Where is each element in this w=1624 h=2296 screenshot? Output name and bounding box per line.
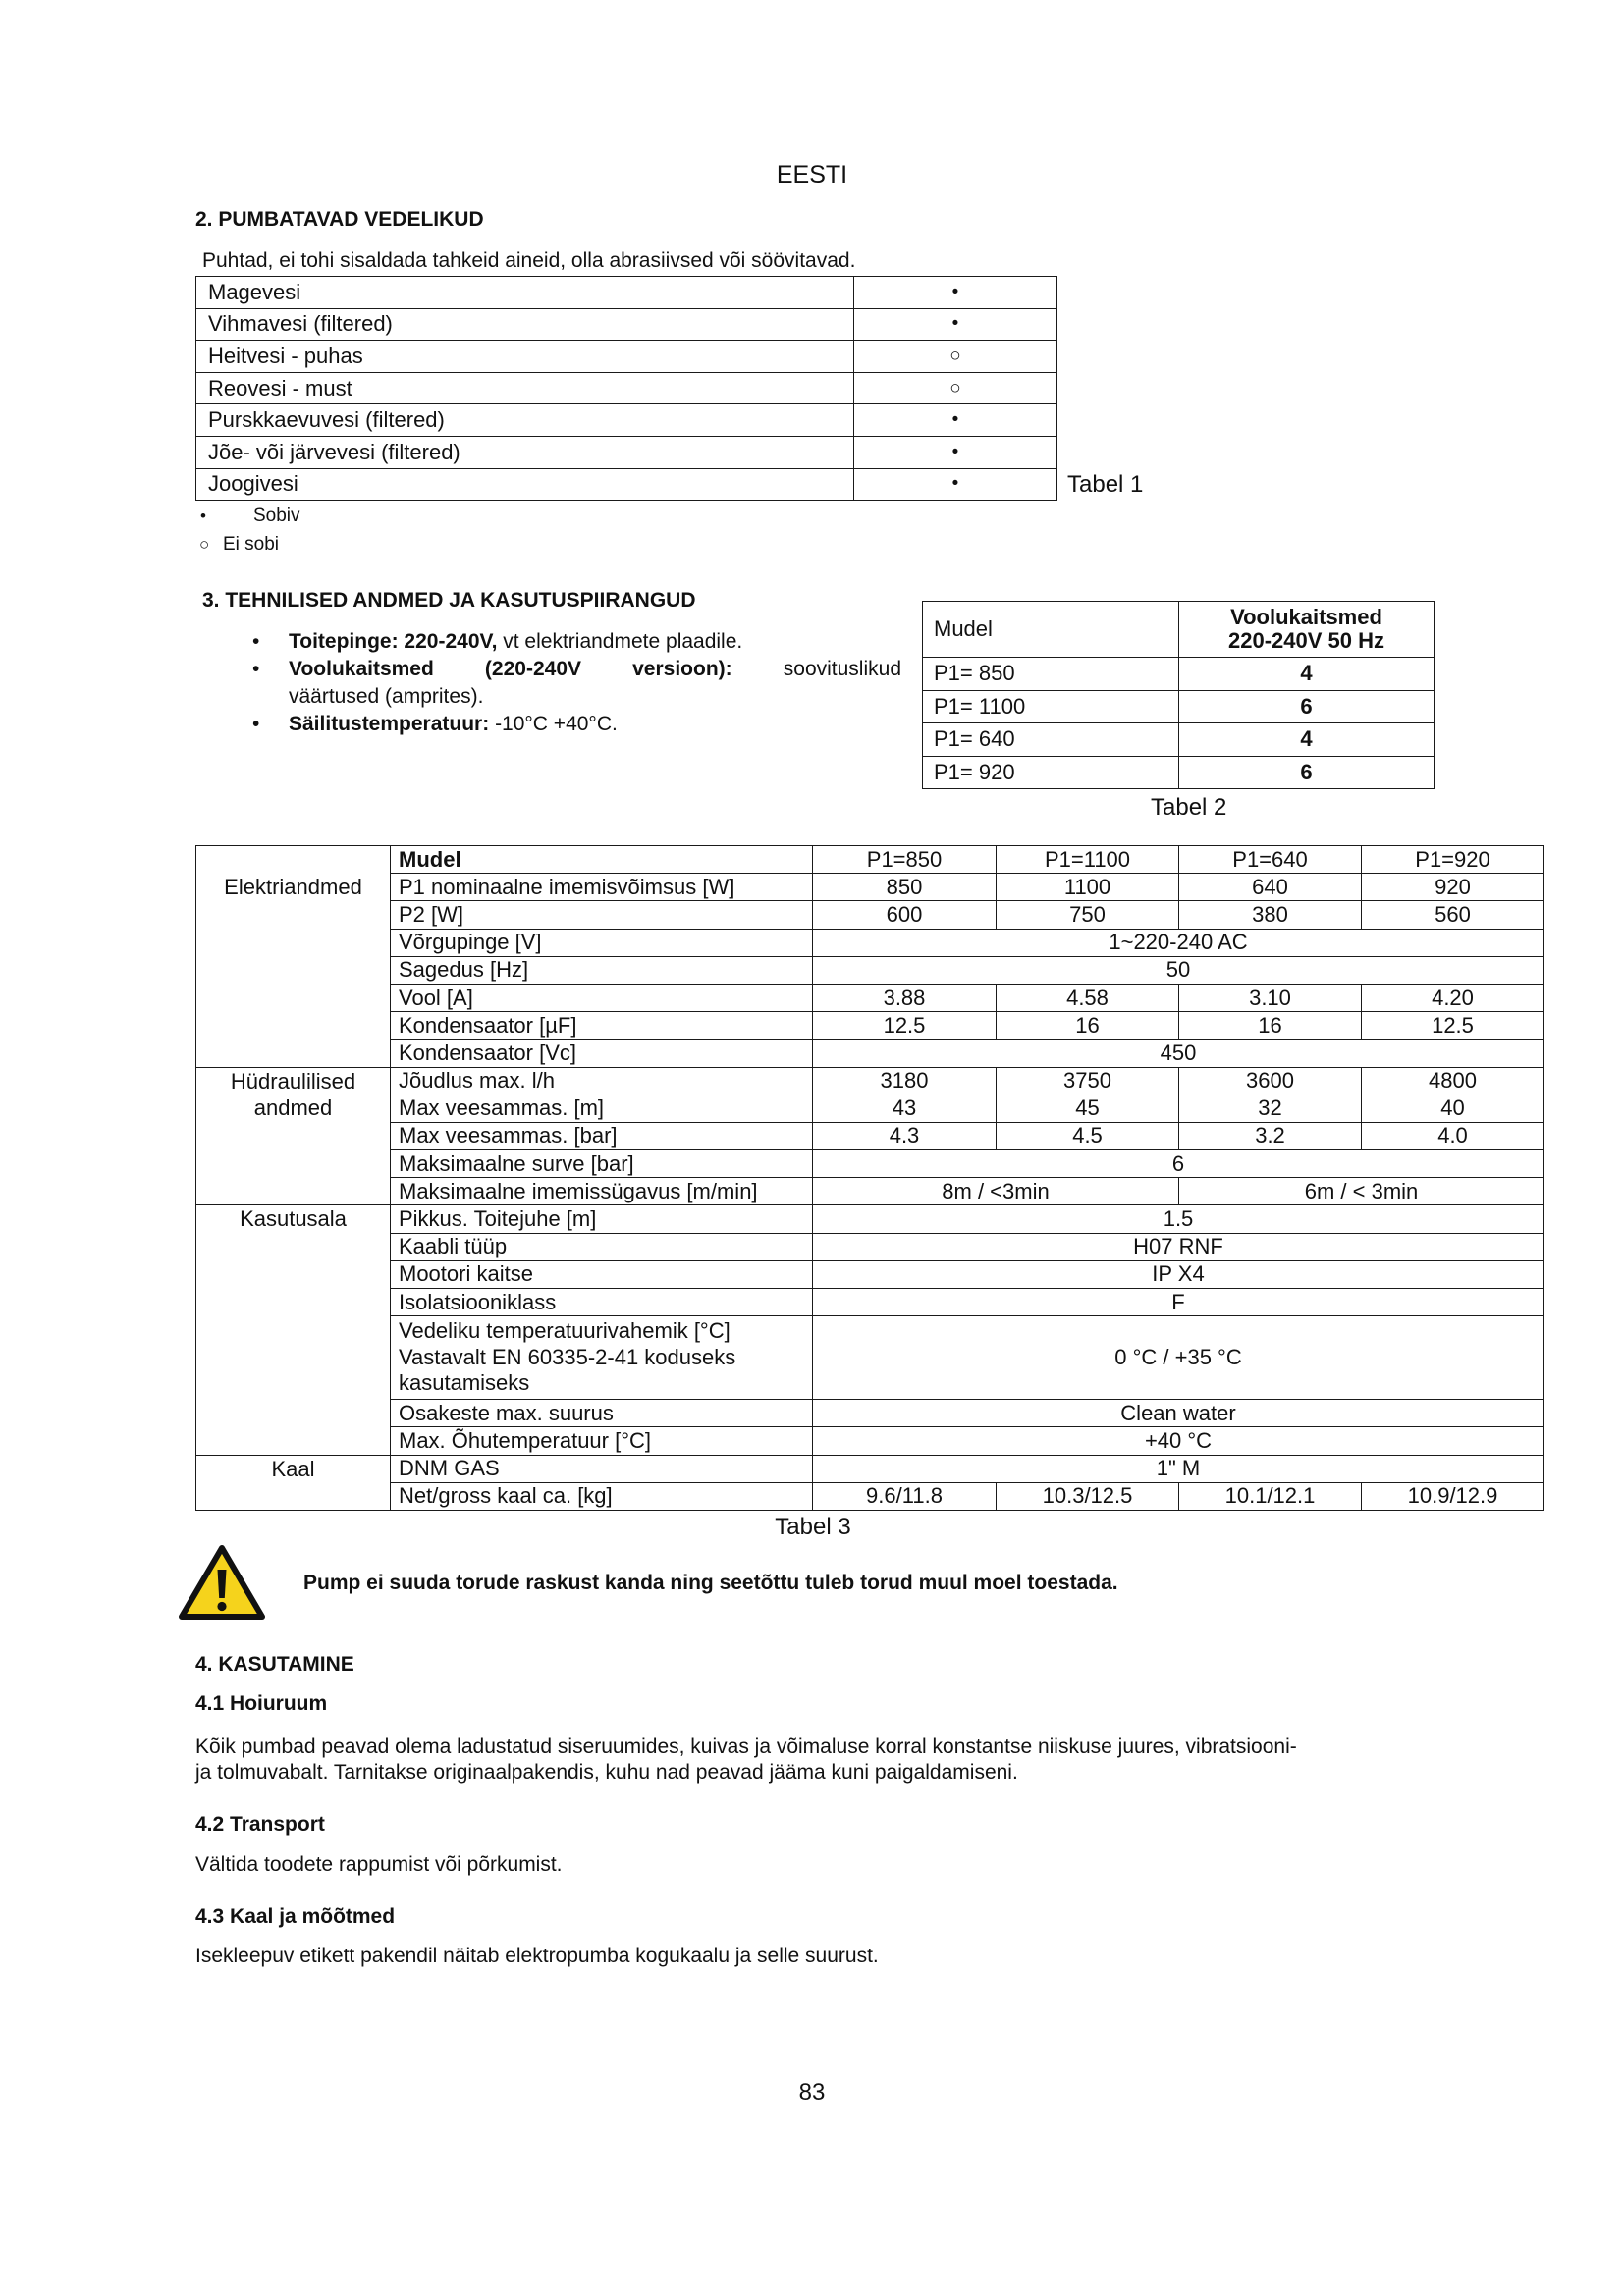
fuse-cell: 6 [1179,690,1435,723]
bullet-label: Voolukaitsmed (220-240V versioon): [289,658,732,680]
group-label-usage: Kasutusala [196,1205,391,1455]
model-header-label: Mudel [391,846,813,874]
table-row [196,1316,1544,1400]
table-row [196,1067,1544,1095]
suitability-mark: • [854,436,1057,468]
spec-value: H07 RNF [813,1233,1544,1260]
suitability-mark: • [854,308,1057,341]
spec-value: 3.2 [1179,1122,1362,1149]
spec-label: Võrgupinge [V] [391,929,813,956]
table-row [196,277,1057,309]
page-number: 83 [798,2079,826,2106]
table-row [923,690,1435,723]
suitability-mark: ○ [854,341,1057,373]
spec-value: 600 [813,901,997,929]
model-column-header: P1=920 [1362,846,1544,874]
liquid-name: Magevesi [196,277,854,309]
table-row [923,723,1435,757]
subsection-heading-storage: 4.1 Hoiuruum [195,1692,328,1715]
spec-label: Mootori kaitse [391,1260,813,1288]
spec-value: 32 [1179,1095,1362,1122]
bullet-icon: • [252,658,260,680]
spec-label: Kaabli tüüp [391,1233,813,1260]
liquid-name: Vihmavesi (filtered) [196,308,854,341]
liquid-name: Purskkaevuvesi (filtered) [196,404,854,437]
spec-label: Vool [A] [391,984,813,1011]
suitability-mark: • [854,277,1057,309]
bullet-text [289,711,901,738]
table-row [196,308,1057,341]
bullet-icon: • [252,713,260,735]
model-cell: P1= 1100 [923,690,1179,723]
fuse-header-line: Voolukaitsmed [1230,605,1382,629]
table-row [196,341,1057,373]
spec-label: Max. Õhutemperatuur [°C] [391,1427,813,1455]
fuse-cell: 6 [1179,756,1435,789]
table-row [196,1178,1544,1205]
table-row [196,1233,1544,1260]
group-label-electrical: Elektriandmed [196,874,391,1067]
table-row [196,1289,1544,1316]
model-cell: P1= 920 [923,756,1179,789]
model-column-header: P1=850 [813,846,997,874]
warning-icon [178,1543,266,1622]
spec-label: P2 [W] [391,901,813,929]
spec-value: Clean water [813,1400,1544,1427]
group-label-hydraulic: Hüdraulilised andmed [196,1067,391,1205]
spec-value: 4.5 [997,1122,1179,1149]
bullet-label: Säilitustemperatuur: [289,713,490,735]
technical-bullets [250,628,918,738]
page-language-header: EESTI [776,161,848,188]
table-header-row [923,602,1435,658]
model-cell: P1= 640 [923,723,1179,757]
spec-label: DNM GAS [391,1455,813,1482]
table-row [196,929,1544,956]
suitability-mark: • [854,468,1057,501]
group-header-empty-cell [196,846,391,874]
spec-label: Max veesammas. [bar] [391,1122,813,1149]
table-row [196,874,1544,901]
section-3-heading: 3. TEHNILISED ANDMED JA KASUTUSPIIRANGUD [202,589,696,612]
spec-value: 10.1/12.1 [1179,1482,1362,1510]
bullet-line: väärtused (amprites). [289,685,484,708]
bullet-item [250,711,918,738]
model-column-header: P1=640 [1179,846,1362,874]
spec-value: 43 [813,1095,997,1122]
bullet-value: -10°C +40°C. [495,713,618,735]
spec-value: 1~220-240 AC [813,929,1544,956]
paragraph-line: Kõik pumbad peavad olema ladustatud siseruumides, kuivas ja võimaluse korral konstantse niiskuse juures, vibratsiooni- [195,1735,1297,1758]
spec-value: 1.5 [813,1205,1544,1233]
bullet-value: vt elektriandmete plaadile. [503,630,743,653]
spec-label: Osakeste max. suurus [391,1400,813,1427]
spec-label: Isolatsiooniklass [391,1289,813,1316]
spec-value: 12.5 [813,1012,997,1040]
table-row [196,1122,1544,1149]
suitability-mark: ○ [854,372,1057,404]
spec-label: P1 nominaalne imemisvõimsus [W] [391,874,813,901]
legend-unsuitable-text: Ei sobi [223,534,280,555]
table-row [196,1012,1544,1040]
subsection-heading-transport: 4.2 Transport [195,1813,325,1836]
table-row [196,956,1544,984]
model-cell: P1= 850 [923,658,1179,691]
spec-value: 380 [1179,901,1362,929]
spec-value: 4.58 [997,984,1179,1011]
table-row [923,658,1435,691]
table-row [196,984,1544,1011]
table-row [196,436,1057,468]
table-row [196,901,1544,929]
table-header-row [196,846,1544,874]
spec-value: 45 [997,1095,1179,1122]
table-row [196,372,1057,404]
spec-value: 560 [1362,901,1544,929]
section-2-heading: 2. PUMBATAVAD VEDELIKUD [195,208,484,231]
spec-value: 10.9/12.9 [1362,1482,1544,1510]
spec-value: 1" M [813,1455,1544,1482]
spec-value: F [813,1289,1544,1316]
model-header: Mudel [923,602,1179,658]
paragraph-line: Vältida toodete rappumist või põrkumist. [195,1853,563,1876]
spec-value: 750 [997,901,1179,929]
liquid-name: Jõe- või järvevesi (filtered) [196,436,854,468]
bullet-value: soovituslikud [783,658,901,680]
spec-value: 640 [1179,874,1362,901]
spec-value: IP X4 [813,1260,1544,1288]
liquids-table [195,276,1057,501]
spec-label-line: Vastavalt EN 60335-2-41 koduseks [399,1344,736,1369]
table-row [196,1455,1544,1482]
bullet-item [250,628,918,656]
warning-text: Pump ei suuda torude raskust kanda ning seetõttu tuleb torud muul moel toestada. [303,1572,1118,1594]
table-row [196,1205,1544,1233]
liquid-name: Joogivesi [196,468,854,501]
spec-value: 40 [1362,1095,1544,1122]
table-3-caption: Tabel 3 [775,1514,851,1540]
spec-value: 1100 [997,874,1179,901]
table-row [923,756,1435,789]
spec-value: 4800 [1362,1067,1544,1095]
spec-label: Kondensaator [µF] [391,1012,813,1040]
spec-label: Max veesammas. [m] [391,1095,813,1122]
section-2-intro: Puhtad, ei tohi sisaldada tahkeid aineid, olla abrasiivsed või söövitavad. [202,249,856,272]
bullet-text [289,628,901,656]
spec-value: 920 [1362,874,1544,901]
spec-label: Kondensaator [Vc] [391,1040,813,1067]
bullet-line [289,656,901,683]
spec-value: 6 [813,1150,1544,1178]
spec-label [391,1316,813,1400]
table-row [196,1040,1544,1067]
spec-value: 4.0 [1362,1122,1544,1149]
fuse-header-line: 220-240V 50 Hz [1228,628,1384,653]
spec-value: 3600 [1179,1067,1362,1095]
table-row [196,1482,1544,1510]
bullet-label: Toitepinge: 220-240V, [289,630,498,653]
spec-value: 4.3 [813,1122,997,1149]
subsection-heading-weight-dimensions: 4.3 Kaal ja mõõtmed [195,1905,396,1928]
bullet-text [289,656,901,711]
spec-value: 4.20 [1362,984,1544,1011]
spec-value: 50 [813,956,1544,984]
table-row [196,1400,1544,1427]
spec-value: 3.88 [813,984,997,1011]
spec-value: 8m / <3min [813,1178,1179,1205]
spec-value: 450 [813,1040,1544,1067]
group-label-weight: Kaal [196,1455,391,1510]
suitability-mark: • [854,404,1057,437]
table-row [196,1260,1544,1288]
spec-label: Sagedus [Hz] [391,956,813,984]
table-row [196,1150,1544,1178]
spec-value: 850 [813,874,997,901]
spec-label: Maksimaalne imemissügavus [m/min] [391,1178,813,1205]
spec-value: +40 °C [813,1427,1544,1455]
table-row [196,468,1057,501]
bullet-icon: • [252,630,260,653]
model-column-header: P1=1100 [997,846,1179,874]
table-2-caption: Tabel 2 [1151,794,1227,821]
fuse-table [922,601,1435,789]
bullet-item [250,656,918,711]
spec-value: 3180 [813,1067,997,1095]
spec-label: Maksimaalne surve [bar] [391,1150,813,1178]
spec-value: 3.10 [1179,984,1362,1011]
legend-suitable-symbol: • [200,507,206,525]
spec-label-line: kasutamiseks [399,1370,530,1396]
table-row [196,1427,1544,1455]
paragraph-line: ja tolmuvabalt. Tarnitakse originaalpakendis, kuhu nad peavad jääma kuni paigaldamiseni. [195,1761,1018,1784]
legend-suitable-text: Sobiv [253,506,300,526]
liquid-name: Reovesi - must [196,372,854,404]
section-4-heading: 4. KASUTAMINE [195,1653,354,1676]
spec-label-line: Vedeliku temperatuurivahemik [°C] [399,1318,731,1344]
fuse-header [1179,602,1435,658]
spec-value: 10.3/12.5 [997,1482,1179,1510]
spec-value: 16 [997,1012,1179,1040]
fuse-cell: 4 [1179,723,1435,757]
spec-value: 16 [1179,1012,1362,1040]
spec-value: 0 °C / +35 °C [813,1316,1544,1400]
spec-value: 9.6/11.8 [813,1482,997,1510]
liquid-name: Heitvesi - puhas [196,341,854,373]
technical-data-table [195,845,1544,1511]
table-row [196,404,1057,437]
table-1-caption: Tabel 1 [1067,471,1144,498]
spec-label: Pikkus. Toitejuhe [m] [391,1205,813,1233]
spec-value: 12.5 [1362,1012,1544,1040]
legend-unsuitable-symbol: ○ [199,535,210,554]
spec-value: 6m / < 3min [1179,1178,1544,1205]
fuse-cell: 4 [1179,658,1435,691]
paragraph-line: Isekleepuv etikett pakendil näitab elektropumba kogukaalu ja selle suurust. [195,1945,879,1967]
spec-label: Jõudlus max. l/h [391,1067,813,1095]
spec-label: Net/gross kaal ca. [kg] [391,1482,813,1510]
spec-value: 3750 [997,1067,1179,1095]
table-row [196,1095,1544,1122]
